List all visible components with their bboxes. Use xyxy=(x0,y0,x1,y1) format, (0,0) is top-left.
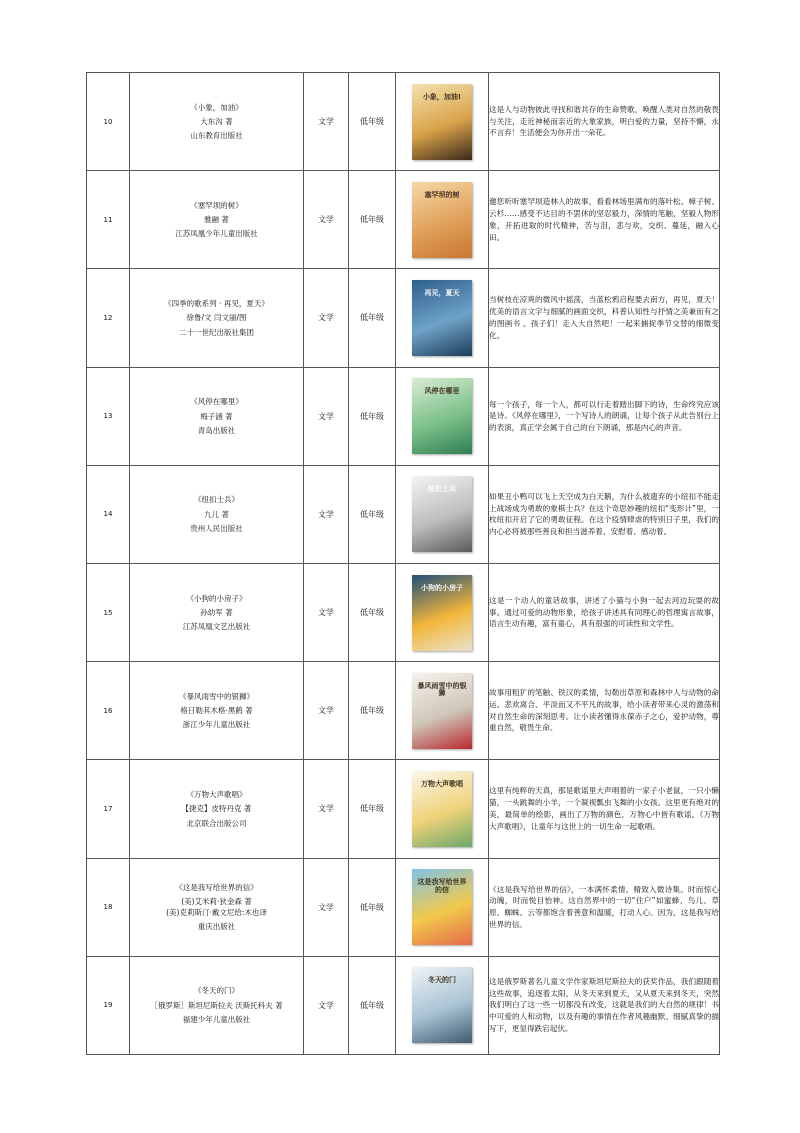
table-row xyxy=(87,563,720,661)
table-row xyxy=(87,956,720,1054)
book-author: 九儿 著 xyxy=(204,509,229,519)
book-publisher: 江苏凤凰文艺出版社 xyxy=(182,622,251,632)
category-cell xyxy=(304,367,349,465)
description-cell xyxy=(489,563,720,661)
row-number: 14 xyxy=(103,510,113,519)
book-grade: 低年级 xyxy=(360,215,384,225)
description-cell xyxy=(489,367,720,465)
row-number-cell xyxy=(87,858,130,956)
book-cover-image xyxy=(412,182,472,258)
row-number-cell xyxy=(87,662,130,760)
book-description: 邀您听听塞罕坝造林人的故事，看看林场里满布的落叶松、樟子树、云杉……感受不达目的不罢休的坚忍毅力，深情的笔触，坚毅人物形象，开拓进取的时代精神，苦与泪，悲与欢，交织、蔓延，融入心田。 xyxy=(489,197,719,242)
category-cell xyxy=(304,465,349,563)
grade-cell xyxy=(349,171,396,269)
book-description: 《这是我写给世界的信》，一本满怀柔情、精致入微诗集。时而惊心动魄，时而悦目怡神。这自然界中的一切“住户”如蜜蜂、鸟儿、草原、蜘蛛、云等都饱含着善意和温暖，打动人心。因为，这是我写给世界的信。 xyxy=(489,884,719,929)
grade-cell xyxy=(349,465,396,563)
book-publisher: 贵州人民出版社 xyxy=(190,523,243,533)
book-info-cell xyxy=(130,563,304,661)
book-author: 【捷克】皮特丹克 著 xyxy=(181,804,252,814)
description-cell xyxy=(489,858,720,956)
row-number: 11 xyxy=(103,215,113,224)
cover-cell xyxy=(396,662,489,760)
cover-cell xyxy=(396,858,489,956)
row-number-cell xyxy=(87,367,130,465)
book-info-cell xyxy=(130,662,304,760)
table-row xyxy=(87,73,720,171)
book-category: 文学 xyxy=(318,215,334,225)
book-category: 文学 xyxy=(318,117,334,127)
book-grade: 低年级 xyxy=(360,804,384,814)
book-cover-image xyxy=(412,869,472,945)
description-cell xyxy=(489,760,720,858)
book-category: 文学 xyxy=(318,1000,334,1010)
row-number: 12 xyxy=(103,313,113,322)
book-info-cell xyxy=(130,269,304,367)
book-author: (美)艾米莉·狄金森 著 (美)克莉斯汀·戴文尼给:木也译 xyxy=(166,896,267,918)
book-publisher: 江苏凤凰少年儿童出版社 xyxy=(175,229,258,239)
category-cell xyxy=(304,171,349,269)
book-category: 文学 xyxy=(318,608,334,618)
cover-title: 万物大声歌唱 xyxy=(421,779,463,788)
book-description: 这里有纯粹的天真，那是歌谣里大声唱着的一家子小老鼠，一只小懒猫，一头跳舞的小羊，一个凝视瓢虫飞舞的小女孩。这里更有绝对的美，最简单的绘影，画出了万物的颜色，万物心中皆有歌谣，《万物大声歌唱》，让童年与这世上的一切生命一起歌唱。 xyxy=(489,786,719,831)
category-cell xyxy=(304,73,349,171)
description-cell xyxy=(489,956,720,1054)
book-info-cell xyxy=(130,858,304,956)
grade-cell xyxy=(349,760,396,858)
row-number: 17 xyxy=(103,804,113,813)
book-title: 《冬天的门》 xyxy=(194,986,239,996)
grade-cell xyxy=(349,73,396,171)
cover-cell xyxy=(396,956,489,1054)
grade-cell xyxy=(349,662,396,760)
row-number-cell xyxy=(87,73,130,171)
book-author: 格日勒其木格·黑鹤 著 xyxy=(180,706,253,716)
book-list-table xyxy=(86,72,720,1055)
book-category: 文学 xyxy=(318,509,334,519)
book-grade: 低年级 xyxy=(360,509,384,519)
book-cover-image xyxy=(412,771,472,847)
grade-cell xyxy=(349,956,396,1054)
description-cell xyxy=(489,73,720,171)
table-row xyxy=(87,269,720,367)
book-description: 如果丑小鸭可以飞上天空成为白天鹅，为什么被遗弃的小纽扣不能走上战场成为勇敢的象棋士兵？在这个奇思妙趣的纽扣“变形计”里，一枚纽扣开启了它的勇敢征程。在这个疫情肆虐的特别日子里，我们的内心必将被那些善良和担当滋养着、安慰着、感动着。 xyxy=(489,491,719,537)
category-cell xyxy=(304,956,349,1054)
book-grade: 低年级 xyxy=(360,902,384,912)
table-row xyxy=(87,662,720,760)
category-cell xyxy=(304,662,349,760)
cover-cell xyxy=(396,171,489,269)
row-number: 19 xyxy=(103,1001,113,1010)
book-publisher: 山东教育出版社 xyxy=(190,131,243,141)
row-number-cell xyxy=(87,760,130,858)
book-title: 《四季的歌系列 · 再见，夏天》 xyxy=(164,299,269,309)
book-grade: 低年级 xyxy=(360,608,384,618)
cover-title: 小象，加油! xyxy=(422,92,462,101)
book-category: 文学 xyxy=(318,313,334,323)
book-category: 文学 xyxy=(318,411,334,421)
cover-title: 再见，夏天 xyxy=(424,288,460,297)
description-cell xyxy=(489,171,720,269)
row-number: 16 xyxy=(103,706,113,715)
row-number: 18 xyxy=(103,903,113,912)
grade-cell xyxy=(349,367,396,465)
book-author: 大东沟 著 xyxy=(200,116,233,126)
cover-cell xyxy=(396,563,489,661)
book-author: 徐鲁/文 闫文丽/图 xyxy=(186,313,247,323)
book-grade: 低年级 xyxy=(360,1000,384,1010)
book-publisher: 浙江少年儿童出版社 xyxy=(182,720,251,730)
description-cell xyxy=(489,269,720,367)
book-title: 《小狗的小房子》 xyxy=(186,593,247,603)
book-category: 文学 xyxy=(318,902,334,912)
cover-cell xyxy=(396,760,489,858)
book-title: 《纽扣士兵》 xyxy=(194,495,239,505)
book-publisher: 重庆出版社 xyxy=(197,922,236,932)
row-number-cell xyxy=(87,563,130,661)
cover-title: 小狗的小房子 xyxy=(421,583,463,592)
book-publisher: 二十一世纪出版社集团 xyxy=(179,327,254,337)
book-publisher: 北京联合出版公司 xyxy=(186,818,247,828)
category-cell xyxy=(304,269,349,367)
book-grade: 低年级 xyxy=(360,117,384,127)
book-description: 这是一个动人的童话故事，讲述了小猫与小狗一起去河边玩耍的故事。通过可爱的动物形象，给孩子讲述具有同理心的哲理寓言故事，语言生动有趣，富有童心，具有很强的可读性和文学性。 xyxy=(489,595,719,629)
category-cell xyxy=(304,563,349,661)
book-cover-image xyxy=(412,476,472,552)
book-description: 故事用粗犷的笔触、铁汉的柔情，勾勒出草原和森林中人与动物的命运、悲欢离合、平淡而又不平凡的故事，给小读者带来心灵的激荡和对自然生命的深刻思考。让小读者懂得永葆赤子之心，爱护动物，尊重自然，敬畏生命。 xyxy=(489,688,719,733)
category-cell xyxy=(304,760,349,858)
book-info-cell xyxy=(130,73,304,171)
grade-cell xyxy=(349,563,396,661)
book-publisher: 福建少年儿童出版社 xyxy=(182,1014,251,1024)
book-cover-image xyxy=(412,280,472,356)
book-cover-image xyxy=(412,575,472,651)
book-title: 《暴风雨雪中的银狮》 xyxy=(179,691,254,701)
row-number-cell xyxy=(87,171,130,269)
book-category: 文学 xyxy=(318,804,334,814)
cover-cell xyxy=(396,367,489,465)
book-author: 雅融 著 xyxy=(204,215,229,225)
cover-title: 冬天的门 xyxy=(428,976,456,985)
book-description: 这是人与动物彼此寻找和谐共存的生命赞歌，唤醒人类对自然的敬畏与关注，走近神秘而亲近的大象家族，明白爱的力量，坚持不懈，永不言弃！生活便会为你开出一朵花。 xyxy=(489,104,719,138)
cover-cell xyxy=(396,269,489,367)
cover-title: 纽扣士兵 xyxy=(428,485,456,494)
book-description: 这是俄罗斯著名儿童文学作家斯坦尼斯拉夫的获奖作品，我们跟随着这些故事，追逐着太阳，从冬天来到夏天，又从夏天来到冬天，突然我们明白了这一些一切都没有改变，这就是我们的大自然的规律！书中可爱的人和动物，以及有趣的事情在作者风趣幽默、细腻真挚的描写下，更显得跌宕起伏。 xyxy=(489,976,719,1033)
cover-title: 这是我写给世界的信 xyxy=(417,878,467,894)
book-cover-image xyxy=(412,967,472,1043)
book-title: 《小象，加油》 xyxy=(190,102,243,112)
book-title: 《塞罕坝的树》 xyxy=(190,200,243,210)
book-grade: 低年级 xyxy=(360,706,384,716)
cover-cell xyxy=(396,73,489,171)
book-info-cell xyxy=(130,465,304,563)
book-description: 当树枝在凉爽的微风中摇荡，当蓝松鸦启程要去南方，再见，夏天！优美的语言文字与细腻的画面交织，科普认知性与抒情之美兼而有之的图画书 。孩子们！走入大自然吧！一起来捕捉季节交替的细微变化。 xyxy=(489,295,719,340)
book-list-body xyxy=(87,73,720,1055)
grade-cell xyxy=(349,269,396,367)
table-row xyxy=(87,367,720,465)
table-row xyxy=(87,465,720,563)
row-number: 15 xyxy=(103,608,113,617)
table-row xyxy=(87,760,720,858)
book-title: 《万物大声歌唱》 xyxy=(186,790,247,800)
book-author: ［俄罗斯］斯坦尼斯拉夫 沃斯托科夫 著 xyxy=(150,1000,283,1010)
book-author: 梅子涵 著 xyxy=(200,411,233,421)
book-cover-image xyxy=(412,84,472,160)
cover-cell xyxy=(396,465,489,563)
grade-cell xyxy=(349,858,396,956)
book-title: 《风停在哪里》 xyxy=(190,397,243,407)
book-author: 孙幼军 著 xyxy=(200,607,233,617)
cover-title: 塞罕坝的树 xyxy=(424,190,460,199)
row-number-cell xyxy=(87,956,130,1054)
book-info-cell xyxy=(130,760,304,858)
row-number: 13 xyxy=(103,412,113,421)
book-publisher: 青岛出版社 xyxy=(197,425,236,435)
book-info-cell xyxy=(130,956,304,1054)
cover-title: 风停在哪里 xyxy=(424,387,460,396)
table-row xyxy=(87,171,720,269)
book-info-cell xyxy=(130,367,304,465)
book-cover-image xyxy=(412,673,472,749)
row-number-cell xyxy=(87,269,130,367)
table-row xyxy=(87,858,720,956)
cover-title: 暴风雨雪中的银狮 xyxy=(417,681,467,698)
book-grade: 低年级 xyxy=(360,411,384,421)
book-description: 每一个孩子，每一个人，都可以行走着踏出脚下的诗，生命终究应该是诗。《风停在哪里》，一个写诗人的朗诵，让每个孩子从此告别台上的表演，真正学会属于自己的台下朗诵，那是内心的声音。 xyxy=(489,399,719,433)
description-cell xyxy=(489,465,720,563)
row-number-cell xyxy=(87,465,130,563)
book-cover-image xyxy=(412,378,472,454)
description-cell xyxy=(489,662,720,760)
book-title: 《这是我写给世界的信》 xyxy=(175,882,258,892)
row-number: 10 xyxy=(103,117,113,126)
book-info-cell xyxy=(130,171,304,269)
book-category: 文学 xyxy=(318,706,334,716)
category-cell xyxy=(304,858,349,956)
book-grade: 低年级 xyxy=(360,313,384,323)
